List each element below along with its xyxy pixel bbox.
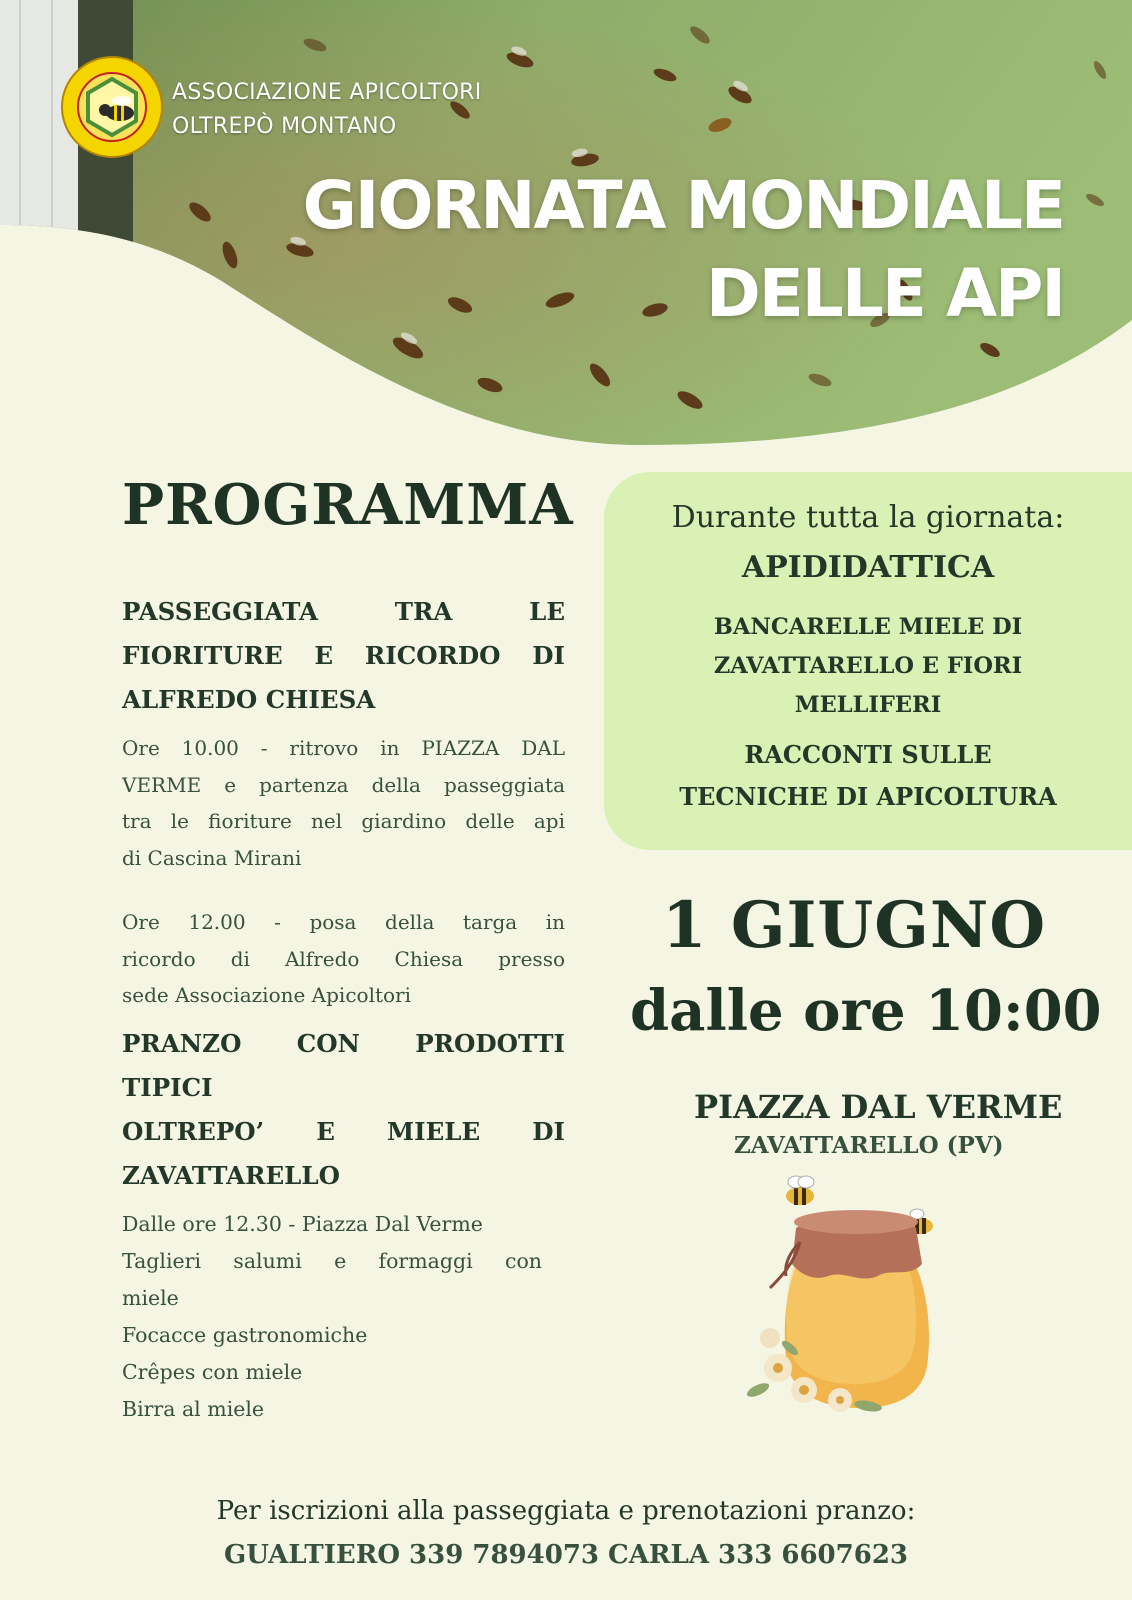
all-day-panel <box>604 472 1132 850</box>
honey-jar-icon <box>740 1168 960 1418</box>
stalls-line-1: BANCARELLE MIELE DI <box>713 614 1023 640</box>
lunch-item: Birra al miele <box>122 1396 265 1421</box>
programma-heading: PROGRAMMA <box>122 472 574 538</box>
lunch-item: Dalle ore 12.30 - Piazza Dal Verme <box>122 1211 483 1236</box>
hero-banner <box>0 0 1132 445</box>
lunch-title-line-2: OLTREPO’ E MIELE DI <box>122 1116 565 1146</box>
footer-contacts: GUALTIERO 339 7894073 CARLA 333 6607623 <box>224 1540 908 1570</box>
bee-icon <box>786 1176 814 1205</box>
walk-section <box>122 590 565 1014</box>
event-time: dalle ore 10:00 <box>630 978 1102 1044</box>
walk-desc-1-line-4: di Cascina Mirani <box>122 845 302 870</box>
walk-desc-1-line-2: VERME e partenza della passeggiata <box>122 772 565 797</box>
lunch-item: miele <box>122 1285 179 1310</box>
programma-column <box>122 590 565 1428</box>
walk-title-line-3: ALFREDO CHIESA <box>122 685 376 714</box>
all-day-heading: Durante tutta la giornata: <box>671 500 1065 535</box>
event-title-line-2: DELLE API <box>705 255 1064 332</box>
stories-line-2: TECNICHE DI APICOLTURA <box>679 782 1057 811</box>
association-line-1: ASSOCIAZIONE APICOLTORI <box>172 80 482 105</box>
association-logo <box>60 55 164 159</box>
event-town: ZAVATTARELLO (PV) <box>734 1132 1004 1159</box>
walk-desc-1-line-1: Ore 10.00 - ritrovo in PIAZZA DAL <box>122 736 565 760</box>
lunch-section <box>122 1022 565 1428</box>
honey-jar-illustration <box>740 1168 960 1418</box>
all-day-apididattica: APIDIDATTICA <box>741 550 995 585</box>
all-day-stalls <box>604 608 1132 725</box>
walk-desc-2-line-1: Ore 12.00 - posa della targa in <box>122 910 565 934</box>
event-place: PIAZZA DAL VERME <box>694 1088 1063 1126</box>
lunch-item: Focacce gastronomiche <box>122 1322 368 1347</box>
stories-line-1: RACCONTI SULLE <box>744 740 992 769</box>
walk-desc-2-line-3: sede Associazione Apicoltori <box>122 983 411 1007</box>
stalls-line-2: ZAVATTARELLO E FIORI <box>713 653 1023 679</box>
event-title-line-1: GIORNATA MONDIALE <box>302 167 1064 244</box>
footer-booking-info: Per iscrizioni alla passeggiata e prenotazioni pranzo: <box>216 1496 916 1526</box>
association-name <box>172 76 482 144</box>
all-day-stories <box>604 734 1132 818</box>
walk-desc-2-line-2: ricordo di Alfredo Chiesa presso <box>122 946 565 971</box>
lunch-item: Crêpes con miele <box>122 1359 303 1384</box>
stalls-line-3: MELLIFERI <box>794 692 942 718</box>
event-date: 1 GIUGNO <box>662 888 1047 963</box>
association-line-2: OLTREPÒ MONTANO <box>172 114 397 139</box>
walk-desc-1-line-3: tra le fioriture nel giardino delle api <box>122 809 565 833</box>
event-title <box>303 162 1064 338</box>
lunch-title-line-1: PRANZO CON PRODOTTI TIPICI <box>122 1028 565 1102</box>
honey-bee-logo-icon <box>60 55 164 159</box>
lunch-item: Taglieri salumi e formaggi con <box>122 1248 542 1273</box>
walk-title-line-2: FIORITURE E RICORDO DI <box>122 641 565 670</box>
lunch-title-line-3: ZAVATTARELLO <box>122 1160 340 1190</box>
walk-title-line-1: PASSEGGIATA TRA LE <box>122 597 565 626</box>
